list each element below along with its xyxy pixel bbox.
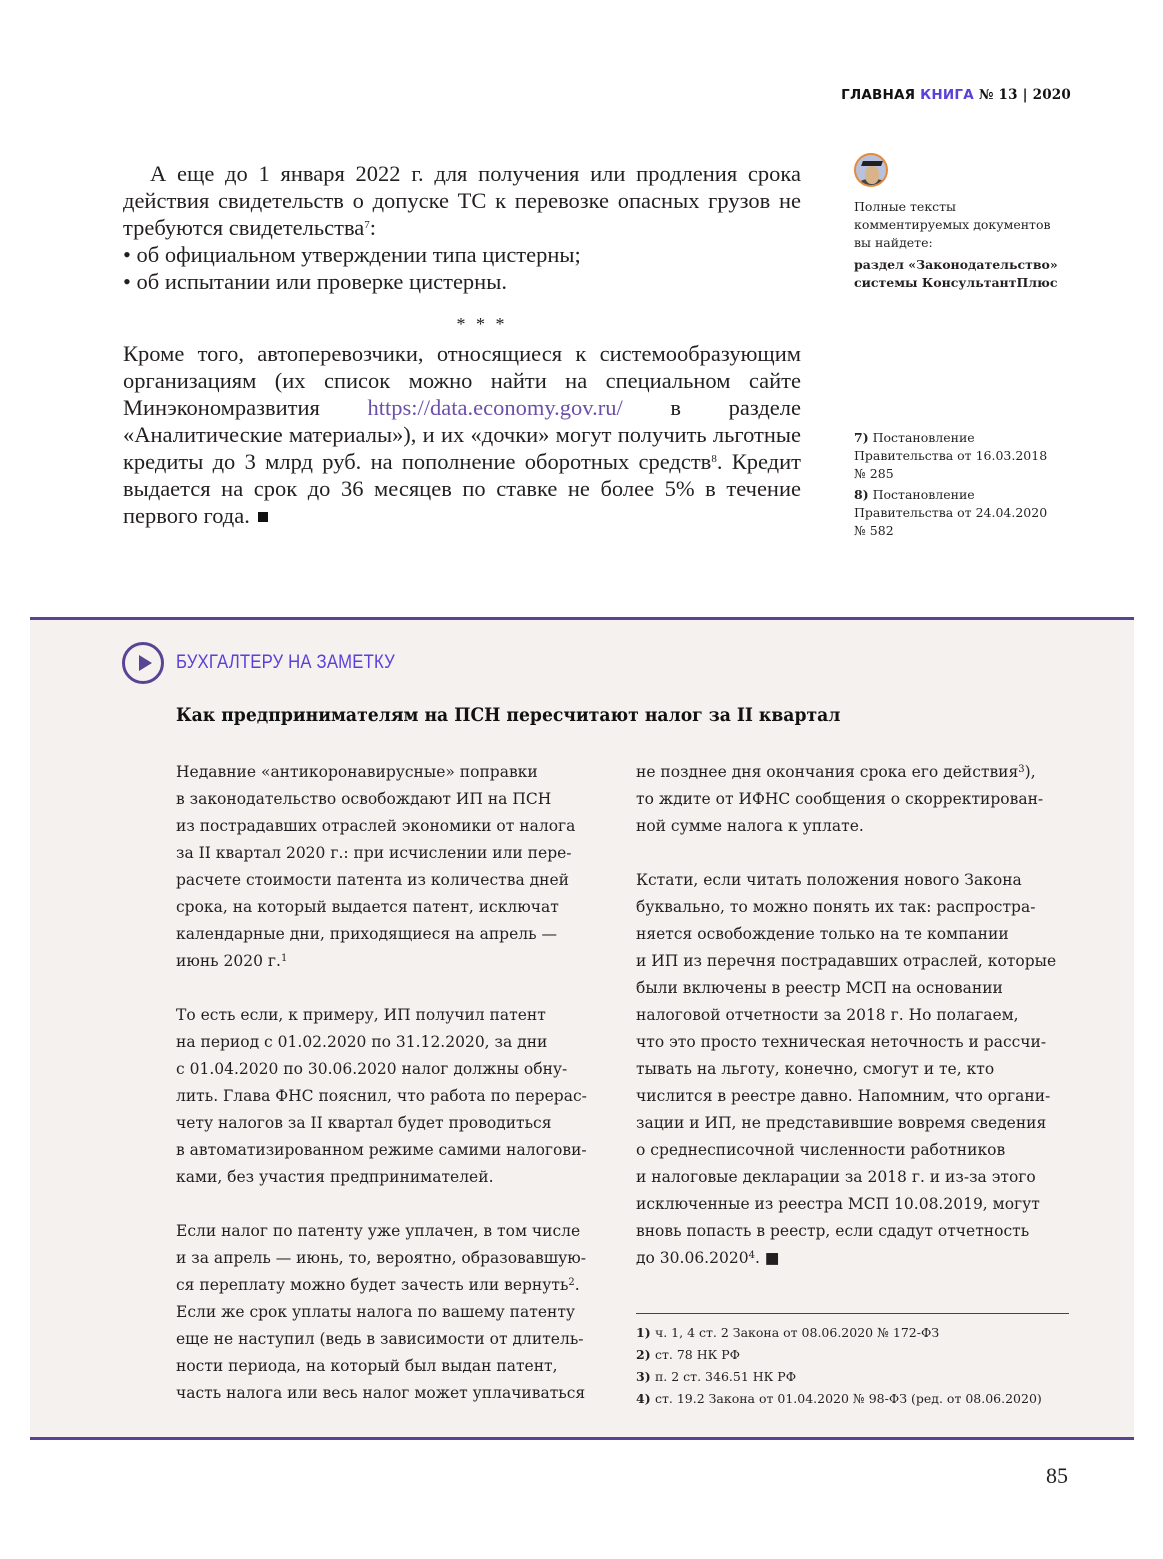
note-footnote-4 [636,1388,1042,1410]
footnote-number: 8) [854,487,869,502]
footnote-text: Постановление [872,487,975,502]
text-line: не позднее дня окончания срока его действия$^3$), [636,763,1036,781]
magazine-header [841,87,1071,103]
text-line: срока, на который выдается патент, исключат [176,898,559,916]
text-line: еще не наступил (ведь в зависимости от длитель- [176,1330,584,1348]
text-line: июнь 2020 г.$^1$ [176,952,288,970]
text-line: Недавние «антикоронавирусные» поправки [176,763,538,781]
text-line: то ждите от ИФНС сообщения о скорректирован- [636,790,1044,808]
footnote-text: п. 2 ст. 346.51 НК РФ [654,1369,797,1384]
footnote-ref-7[interactable]: 7 [364,219,370,231]
note-footnote-3 [636,1366,1042,1388]
footnote-text: ч. 1, 4 ст. 2 Закона от 08.06.2020 № 172-ФЗ [654,1325,940,1340]
text-line: ности периода, на который был выдан патент, [176,1357,558,1375]
sidebar-footnotes [854,429,1074,540]
footnote-number: 7) [854,430,869,445]
note-footnotes [636,1322,1042,1410]
text-line: и за апрель — июнь, то, вероятно, образовавшую- [176,1249,586,1267]
text-line: из пострадавших отраслей экономики от налога [176,817,576,835]
footnote-ref-1[interactable]: 1 [280,953,288,964]
footnote-ref-4[interactable]: 4 [748,1250,755,1261]
sidebar-footnote-7 [854,429,1074,447]
text-line: были включены в реестр МСП на основании [636,979,1003,997]
footnote-ref-3[interactable]: 3 [1018,764,1025,775]
text-line: чету налогов за II квартал будет проводиться [176,1114,552,1132]
footnote-divider [636,1313,1069,1314]
note-left-column [176,759,587,1407]
issue-number: № 13 | 2020 [978,87,1071,103]
footnote-number: 1) [636,1325,655,1340]
text-line: налоговой отчетности за 2018 г. Но полагаем, [636,1006,1019,1024]
main-article-text [123,160,801,529]
note-footnote-2 [636,1344,1042,1366]
note-title: Как предпринимателям на ПСН пересчитают налог за II квартал [176,705,841,726]
sidebar-intro-line: вы найдете: [854,235,933,250]
footnote-text: ст. 78 НК РФ [654,1347,741,1362]
text-line: тывать на льготу, конечно, смогут и те, кто [636,1060,995,1078]
footnote-text: ст. 19.2 Закона от 01.04.2020 № 98-ФЗ (ред. от 08.06.2020) [654,1391,1042,1406]
text-line: То есть если, к примеру, ИП получил патент [176,1006,546,1024]
text-line: часть налога или весь налог может уплачиваться [176,1384,586,1402]
brand-name-part2: КНИГА [920,87,974,103]
text-line: буквально, то можно понять их так: распростра- [636,898,1036,916]
text-line: за II квартал 2020 г.: при исчислении или пере- [176,844,572,862]
text-line: числится в реестре давно. Напомним, что органи- [636,1087,1051,1105]
footnote-text: Правительства от 16.03.2018 [854,448,1048,463]
expert-avatar-icon [854,153,888,187]
text-line: о среднесписочной численности работников [636,1141,1006,1159]
play-circle-icon [122,642,164,684]
text-line: расчете стоимости патента из количества дней [176,871,570,889]
footnote-text: № 582 [854,523,894,538]
text-line: Если же срок уплаты налога по вашему патенту [176,1303,576,1321]
text-line: с 01.04.2020 по 30.06.2020 налог должны обну- [176,1060,568,1078]
economy-site-link[interactable]: https://data.economy.gov.ru/ [367,395,623,420]
text-line: зации и ИП, не представившие вовремя сведения [636,1114,1047,1132]
text-line: ками, без участия предпринимателей. [176,1168,494,1186]
section-separator: * * * [456,314,508,334]
note-footnote-1 [636,1322,1042,1344]
footnote-ref-8[interactable]: 8 [711,453,717,465]
text-line: в автоматизированном режиме самими налогови- [176,1141,587,1159]
footnote-text: Постановление [872,430,975,445]
sidebar-reference [854,198,1074,292]
footnote-text: Правительства от 24.04.2020 [854,505,1048,520]
text-line: няется освобождение только на те компании [636,925,1009,943]
page-number: 85 [1046,1463,1068,1488]
paragraph-2-end: . Кредит выдается на срок до 36 месяцев по ставке не более 5% в течение первого года. [123,449,801,528]
end-of-article-mark [258,512,268,522]
paragraph-gap [176,975,587,1002]
paragraph-1 [123,160,801,241]
note-right-column [636,759,1056,1272]
footnote-ref-2[interactable]: 2 [568,1277,575,1288]
bullet-item: • об испытании или проверке цистерны. [123,269,507,294]
paragraph-gap [636,840,1056,867]
text-line: ся переплату можно будет зачесть или вернуть$^2$. [176,1276,580,1294]
paragraph-1-text: А еще до 1 января 2022 г. для получения или продления срока действия свидетельств о допуске ТС к перевозке опасных грузов не требуются свидетельства [123,161,801,240]
footnote-number: 4) [636,1391,655,1406]
footnote-number: 3) [636,1369,655,1384]
paragraph-2 [123,340,801,529]
bullet-item: • об официальном утверждении типа цистерны; [123,242,581,267]
footnote-number: 2) [636,1347,655,1362]
paragraph-1-end: : [369,215,377,240]
text-line: что это просто техническая неточность и рассчи- [636,1033,1047,1051]
text-line: и налоговые декларации за 2018 г. и из-за этого [636,1168,1036,1186]
paragraph-gap [176,1191,587,1218]
paragraph-2-text-cont: в разделе «Аналитические материалы»), и их «дочки» могут получить льготные кредиты до 3 млрд руб. на пополнение оборотных средств [123,395,801,474]
text-line: до 30.06.2020$^4$. ■ [636,1249,780,1267]
text-line: и ИП из перечня пострадавших отраслей, которые [636,952,1057,970]
paragraph-2-text: Кроме того, автоперевозчики, относящиеся к системообразующим организациям (их список можно найти на специальном сайте Минэкономразвития [123,341,801,420]
text-line: на период с 01.02.2020 по 31.12.2020, за дни [176,1033,548,1051]
avatar-face [865,166,879,184]
text-line: Кстати, если читать положения нового Закона [636,871,1022,889]
text-line: исключенные из реестра МСП 10.08.2019, могут [636,1195,1040,1213]
sidebar-source-line: системы КонсультантПлюс [854,275,1058,290]
sidebar-source-line: раздел «Законодательство» [854,257,1058,272]
note-section-label: БУХГАЛТЕРУ НА ЗАМЕТКУ [176,652,395,673]
text-line: Если налог по патенту уже уплачен, в том числе [176,1222,581,1240]
sidebar-intro-line: комментируемых документов [854,217,1051,232]
footnote-text: № 285 [854,466,894,481]
text-line: ной сумме налога к уплате. [636,817,864,835]
text-line: календарные дни, приходящиеся на апрель — [176,925,557,943]
text-line: лить. Глава ФНС пояснил, что работа по перерас- [176,1087,587,1105]
sidebar-intro-line: Полные тексты [854,199,957,214]
text-line: в законодательство освобождают ИП на ПСН [176,790,552,808]
avatar-cap [861,161,883,166]
sidebar-footnote-8 [854,486,1074,504]
brand-name-part1: ГЛАВНАЯ [841,87,916,103]
text-line: вновь попасть в реестр, если сдадут отчетность [636,1222,1030,1240]
